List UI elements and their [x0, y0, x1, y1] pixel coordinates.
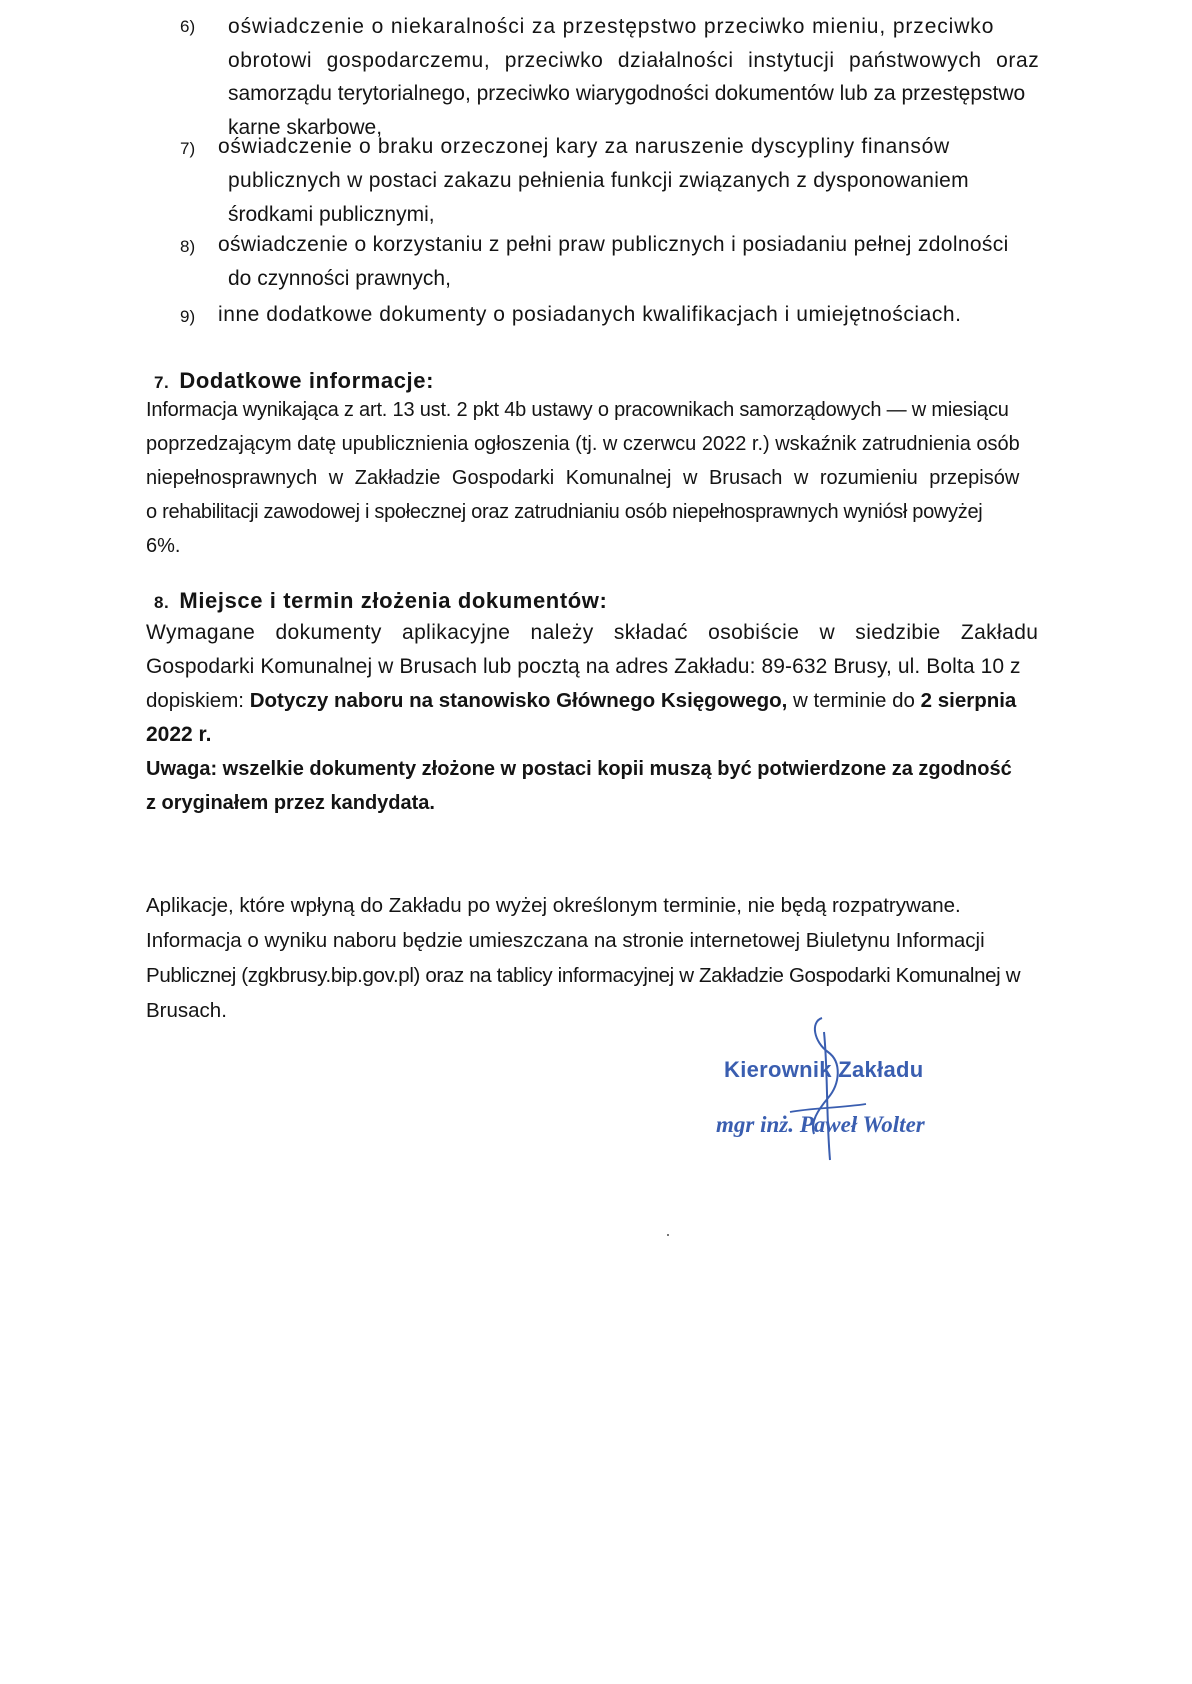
text-run: w terminie do [787, 689, 921, 712]
section-title: Dodatkowe informacje: [179, 368, 435, 393]
list-line: inne dodatkowe dokumenty o posiadanych kwalifikacjach i umiejętnościach. [218, 303, 962, 326]
section-8-body [146, 616, 1060, 820]
warning-line: z oryginałem przez kandydata. [146, 792, 435, 814]
text-run-bold: Dotyczy naboru na stanowisko Głównego Księgowego, [249, 689, 788, 712]
section-number: 7. [154, 373, 170, 392]
list-number: 7) [180, 139, 196, 158]
list-line: oświadczenie o braku orzeczonej kary za naruszenie dyscypliny finansów [218, 135, 950, 158]
para-line: 2022 r. [146, 723, 212, 746]
list-text [228, 10, 1060, 144]
para-line: Brusach. [146, 999, 227, 1022]
list-line: samorządu terytorialnego, przeciwko wiarygodności dokumentów lub za przestępstwo [228, 82, 1026, 105]
section-7-heading [154, 368, 434, 394]
para-line: Aplikacje, które wpłyną do Zakładu po wyżej określonym terminie, nie będą rozpatrywane. [146, 894, 961, 917]
para-line: Informacja o wyniku naboru będzie umieszczana na stronie internetowej Biuletynu Informacji [146, 929, 985, 952]
para-line: niepełnosprawnych w Zakładzie Gospodarki Komunalnej w Brusach w rozumieniu przepisów [146, 467, 1020, 489]
para-line: Informacja wynikająca z art. 13 ust. 2 pkt 4b ustawy o pracownikach samorządowych — w miesiącu [146, 399, 1009, 421]
warning-line: Uwaga: wszelkie dokumenty złożone w postaci kopii muszą być potwierdzone za zgodność [146, 758, 1012, 780]
section-title: Miejsce i termin złożenia dokumentów: [179, 588, 608, 613]
closing-paragraph [146, 888, 1060, 1028]
list-text [218, 298, 1060, 332]
para-line: Wymagane dokumenty aplikacyjne należy składać osobiście w siedzibie Zakładu [146, 621, 1039, 644]
para-line [146, 684, 1060, 718]
para-line: Publicznej (zgkbrusy.bip.gov.pl) oraz na tablicy informacyjnej w Zakładzie Gospodarki Komunalnej w [146, 964, 1021, 987]
handwritten-signature [770, 1012, 880, 1172]
section-8-heading [154, 588, 607, 614]
list-text [218, 130, 1060, 232]
para-line: 6%. [146, 535, 181, 557]
text-run: dopiskiem: [146, 689, 250, 712]
list-line: obrotowi gospodarczemu, przeciwko działalności instytucji państwowych oraz [228, 48, 1040, 72]
stamp-name: mgr inż. Paweł Wolter [716, 1112, 925, 1137]
section-7-body [146, 393, 1060, 563]
list-text [218, 228, 1060, 296]
section-number: 8. [154, 593, 170, 612]
list-line: publicznych w postaci zakazu pełnienia funkcji związanych z dysponowaniem [228, 169, 969, 192]
list-number: 6) [180, 17, 196, 36]
list-number: 8) [180, 237, 196, 256]
list-line: karne skarbowe, [228, 115, 383, 139]
list-line: do czynności prawnych, [228, 267, 451, 290]
stamp-title: Kierownik Zakładu [724, 1057, 924, 1082]
scan-speck [667, 1234, 669, 1236]
list-number: 9) [180, 307, 196, 326]
para-line: o rehabilitacji zawodowej i społecznej oraz zatrudnianiu osób niepełnosprawnych wyniósł powyżej [146, 501, 983, 523]
para-line: Gospodarki Komunalnej w Brusach lub pocztą na adres Zakładu: 89-632 Brusy, ul. Bolta 10 z [146, 655, 1021, 678]
text-run-bold: 2 sierpnia [920, 689, 1017, 712]
list-item-6 [180, 10, 1060, 144]
list-line: oświadczenie o niekaralności za przestępstwo przeciwko mieniu, przeciwko [228, 15, 995, 38]
list-line: oświadczenie o korzystaniu z pełni praw publicznych i posiadaniu pełnej zdolności [218, 233, 1009, 256]
para-line: poprzedzającym datę upublicznienia ogłoszenia (tj. w czerwcu 2022 r.) wskaźnik zatrudnienia osób [146, 433, 1020, 455]
list-line: środkami publicznymi, [228, 203, 435, 226]
